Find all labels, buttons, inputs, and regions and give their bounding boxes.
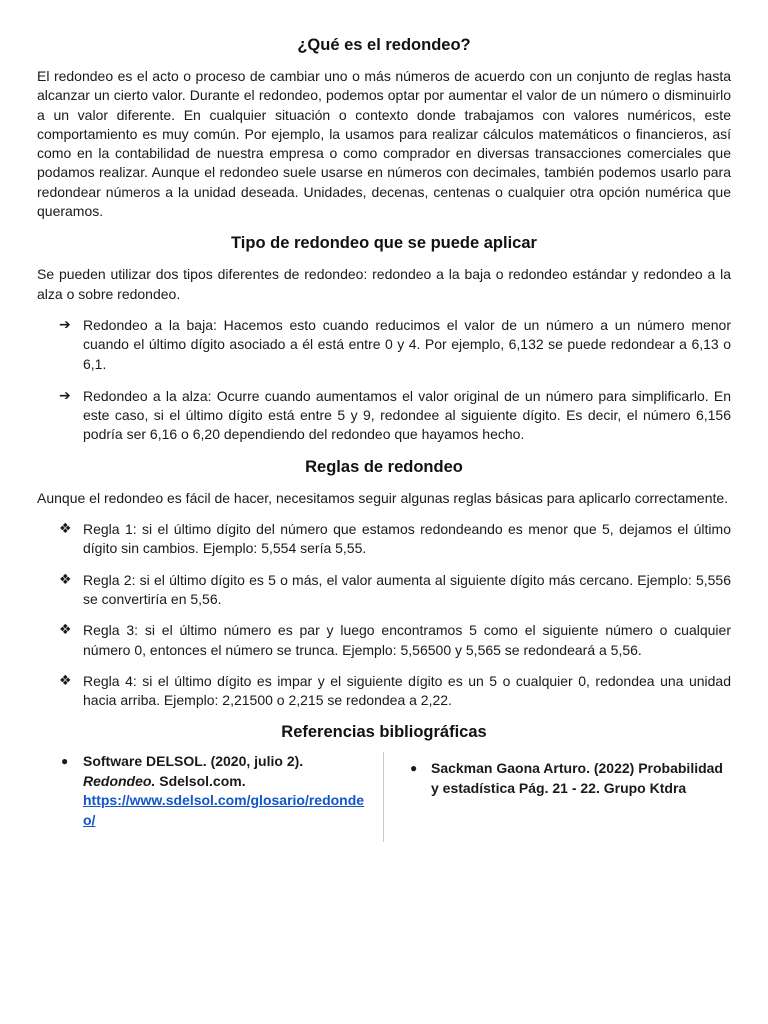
diamond-bullet-icon: ❖ bbox=[59, 571, 72, 588]
reference-site: Sdelsol.com. bbox=[155, 772, 246, 789]
list-item bbox=[37, 621, 731, 660]
list-item-text: Regla 3: si el último número es par y luego encontramos 5 como el siguiente número o cualquier número 0, entonces el número se trunca. Ejemplo: 5,56500 y 5,565 se redondeará a 5,56. bbox=[83, 622, 731, 658]
list-item-text: Regla 2: si el último dígito es 5 o más, el valor aumenta al siguiente dígito más cercano. Ejemplo: 5,556 se convertiría en 5,56. bbox=[83, 571, 731, 607]
tipos-list bbox=[37, 316, 731, 445]
list-item-text: Redondeo a la baja: Hacemos esto cuando reducimos el valor de un número a un número menor cuando el último dígito asociado a él está entre 0 y 4. Por ejemplo, 6,132 se puede redondear a 6,13 o 6,1. bbox=[83, 316, 731, 372]
reference-text: Sackman Gaona Arturo. (2022) Probabilidad y estadística Pág. 21 - 22. Grupo Ktdra bbox=[430, 760, 723, 796]
reference-column-right bbox=[384, 752, 731, 842]
paragraph-definicion: El redondeo es el acto o proceso de cambiar uno o más números de acuerdo con un conjunto de reglas hasta alcanzar un cierto valor. Durante el redondeo, podemos optar por aumentar el valor de un número o disminuirlo a un valor diferente. En cualquier situación o contexto donde trabajamos con valores numéricos, este comportamiento es muy común. Por ejemplo, la usamos para realizar cálculos matemáticos o financieros, así como en la contabilidad de nuestra empresa o como comprador en diversas transacciones comerciales que podamos realizar. Aunque el redondeo suele usarse en números con decimales, también podemos usarlo para redondear números a la unidad deseada. Unidades, decenas, centenas o cualquier otra opción numérica que queramos. bbox=[37, 68, 731, 220]
diamond-bullet-icon: ❖ bbox=[59, 622, 72, 639]
list-item-text: Regla 1: si el último dígito del número que estamos redondeando es menor que 5, dejamos el último dígito sin cambios. Ejemplo: 5,554 sería 5,55. bbox=[83, 521, 731, 557]
reference-author: Software DELSOL. (2020, julio 2). bbox=[83, 753, 304, 770]
list-item bbox=[37, 672, 731, 711]
list-item bbox=[37, 387, 731, 445]
heading-tipos-redondeo: Tipo de redondeo que se puede aplicar bbox=[231, 234, 537, 253]
reference-item bbox=[406, 759, 731, 798]
list-item bbox=[37, 520, 731, 559]
reference-link[interactable]: https://www.sdelsol.com/glosario/redondeo/ bbox=[83, 792, 365, 828]
paragraph-tipos-intro: Se pueden utilizar dos tipos diferentes de redondeo: redondeo a la baja o redondeo estándar y redondeo a la alza o sobre redondeo. bbox=[37, 266, 731, 302]
list-item-text: Regla 4: si el último dígito es impar y el siguiente dígito es un 5 o cualquier 0, redondea una unidad hacia arriba. Ejemplo: 2,21500 o 2,215 se redondea a 2,22. bbox=[83, 672, 731, 709]
list-item-text: Redondeo a la alza: Ocurre cuando aumentamos el valor original de un número para simplificarlo. En este caso, si el último dígito está entre 5 y 9, redondee al siguiente dígito. Es decir, el número 6,156 podría ser 6,16 o 6,20 dependiendo del redondeo que hayamos hecho. bbox=[83, 387, 731, 443]
reference-title: Redondeo. bbox=[83, 772, 156, 789]
list-item bbox=[37, 316, 731, 374]
bullet-dot-icon: ● bbox=[409, 761, 418, 776]
bullet-dot-icon: ● bbox=[61, 754, 69, 769]
arrow-bullet-icon: ➔ bbox=[59, 387, 71, 404]
references-table bbox=[37, 752, 731, 842]
heading-referencias: Referencias bibliográficas bbox=[281, 723, 487, 742]
heading-que-es-redondeo: ¿Qué es el redondeo? bbox=[297, 36, 471, 54]
diamond-bullet-icon: ❖ bbox=[59, 672, 72, 689]
reglas-list bbox=[37, 520, 731, 710]
paragraph-reglas-intro: Aunque el redondeo es fácil de hacer, necesitamos seguir algunas reglas básicas para aplicarlo correctamente. bbox=[37, 489, 729, 506]
arrow-bullet-icon: ➔ bbox=[59, 316, 71, 333]
reference-item bbox=[37, 752, 373, 830]
reference-column-left bbox=[37, 752, 384, 842]
list-item bbox=[37, 571, 731, 610]
heading-reglas-redondeo: Reglas de redondeo bbox=[305, 457, 463, 476]
diamond-bullet-icon: ❖ bbox=[59, 521, 72, 538]
